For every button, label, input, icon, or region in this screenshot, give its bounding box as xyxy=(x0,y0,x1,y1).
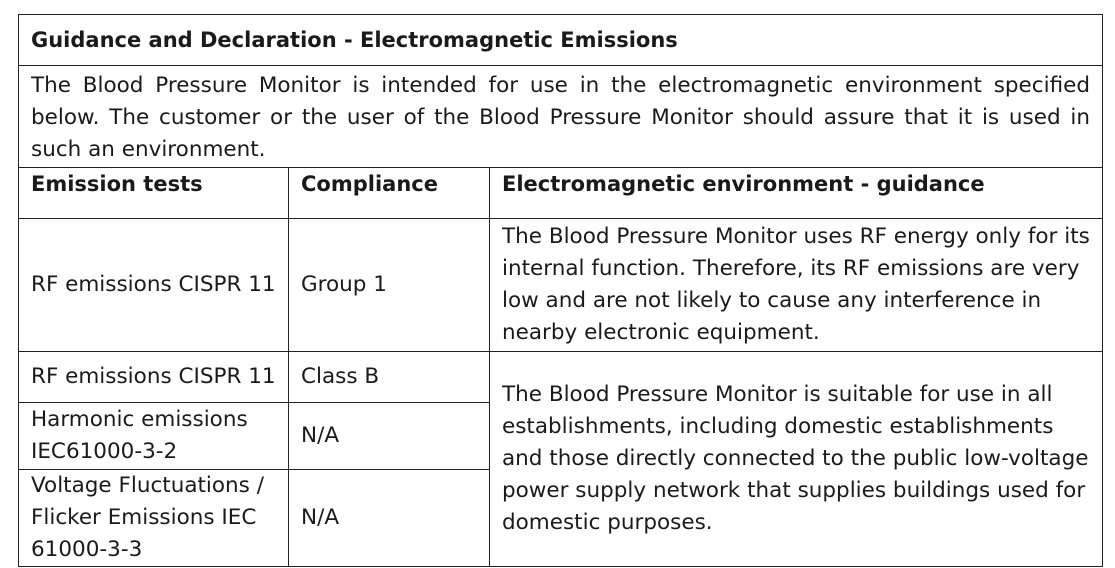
table-row xyxy=(19,352,1103,403)
compliance-cell: Class B xyxy=(289,352,490,403)
compliance-cell: Group 1 xyxy=(289,219,490,352)
emission-test-cell: RF emissions CISPR 11 xyxy=(19,352,289,403)
compliance-cell: N/A xyxy=(289,403,490,470)
guidance-cell: The Blood Pressure Monitor is suitable for use in all establishments, including domestic establishments and those directly connected to the public low-voltage power supply network that supplies buildings used for domestic purposes. xyxy=(490,352,1103,567)
header-compliance: Compliance xyxy=(289,168,490,219)
header-row xyxy=(19,168,1103,219)
intro-text: The Blood Pressure Monitor is intended for use in the electromagnetic environment specified below. The customer or the user of the Blood Pressure Monitor should assure that it is used in such an environment. xyxy=(19,66,1103,168)
table-title: Guidance and Declaration - Electromagnetic Emissions xyxy=(19,15,1103,66)
intro-row xyxy=(19,66,1103,168)
header-guidance: Electromagnetic environment - guidance xyxy=(490,168,1103,219)
title-row xyxy=(19,15,1103,66)
emissions-declaration-document xyxy=(18,14,1102,564)
header-emission-tests: Emission tests xyxy=(19,168,289,219)
compliance-cell: N/A xyxy=(289,470,490,567)
emissions-table xyxy=(18,14,1103,567)
emission-test-cell: Voltage Fluctuations / Flicker Emissions IEC 61000-3-3 xyxy=(19,470,289,567)
emission-test-cell: RF emissions CISPR 11 xyxy=(19,219,289,352)
table-row xyxy=(19,219,1103,352)
emission-test-cell: Harmonic emissions IEC61000-3-2 xyxy=(19,403,289,470)
guidance-cell: The Blood Pressure Monitor uses RF energy only for its internal function. Therefore, its RF emissions are very low and are not likely to cause any interference in nearby electronic equipment. xyxy=(490,219,1103,352)
